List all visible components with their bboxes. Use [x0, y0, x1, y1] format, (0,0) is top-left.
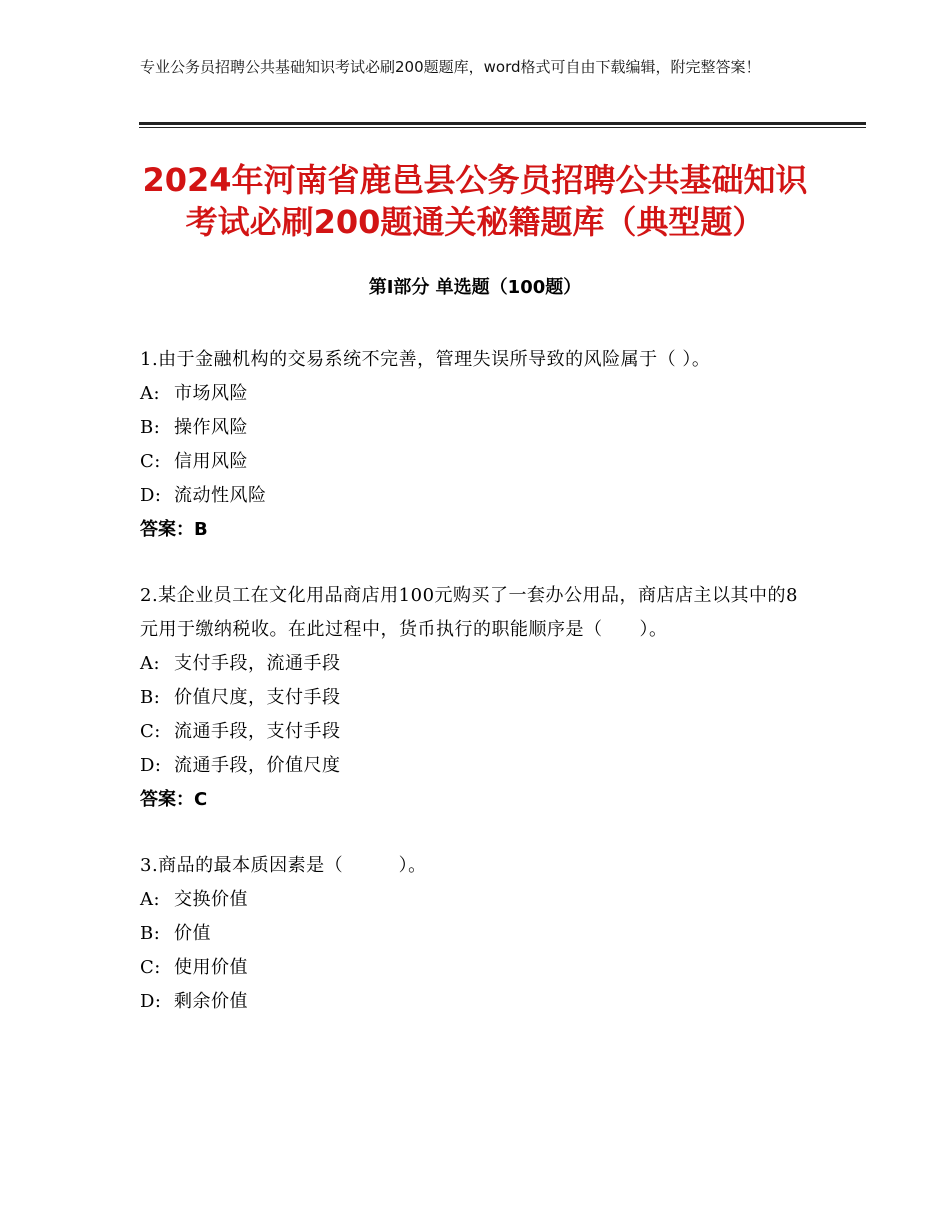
question-2: [140, 579, 800, 817]
option-text: 流通手段，支付手段: [174, 721, 341, 742]
option-letter: D:: [140, 485, 162, 506]
question-3: [140, 849, 800, 1019]
option-letter: D:: [140, 991, 162, 1012]
option-text: 操作风险: [174, 417, 248, 438]
option-text: 交换价值: [174, 889, 248, 910]
option-b: [140, 411, 800, 445]
option-text: 市场风险: [174, 383, 248, 404]
header-rule-thin: [139, 127, 866, 128]
option-letter: D:: [140, 755, 162, 776]
option-text: 支付手段，流通手段: [174, 653, 341, 674]
question-1: [140, 343, 800, 547]
option-d: [140, 749, 800, 783]
option-a: [140, 377, 800, 411]
option-c: [140, 951, 800, 985]
question-stem: 1.由于金融机构的交易系统不完善，管理失误所导致的风险属于（ ）。: [140, 349, 711, 370]
answer-line: 答案：C: [140, 789, 208, 810]
option-letter: C:: [140, 721, 161, 742]
option-text: 剩余价值: [174, 991, 248, 1012]
option-a: [140, 883, 800, 917]
answer-line: 答案：B: [140, 519, 208, 540]
option-text: 使用价值: [174, 957, 248, 978]
option-b: [140, 681, 800, 715]
option-d: [140, 479, 800, 513]
option-text: 流动性风险: [174, 485, 267, 506]
option-a: [140, 647, 800, 681]
option-text: 信用风险: [174, 451, 248, 472]
option-letter: C:: [140, 451, 161, 472]
question-stem: 3.商品的最本质因素是（ ）。: [140, 855, 427, 876]
option-letter: B:: [140, 923, 161, 944]
option-b: [140, 917, 800, 951]
option-letter: B:: [140, 687, 161, 708]
option-text: 流通手段，价值尺度: [174, 755, 341, 776]
option-letter: B:: [140, 417, 161, 438]
question-list: [140, 343, 800, 1019]
option-text: 价值尺度，支付手段: [174, 687, 341, 708]
header-note: 专业公务员招聘公共基础知识考试必刷200题题库，word格式可自由下载编辑，附完整答案！: [140, 58, 761, 76]
option-c: [140, 445, 800, 479]
question-stem: 2.某企业员工在文化用品商店用100元购买了一套办公用品，商店店主以其中的8元用于缴纳税收。在此过程中，货币执行的职能顺序是（ ）。: [140, 585, 798, 640]
option-letter: C:: [140, 957, 161, 978]
option-d: [140, 985, 800, 1019]
header-rule-thick: [139, 122, 866, 125]
option-letter: A:: [140, 653, 161, 674]
option-letter: A:: [140, 889, 161, 910]
option-c: [140, 715, 800, 749]
option-text: 价值: [174, 923, 211, 944]
option-letter: A:: [140, 383, 161, 404]
document-title: 2024年河南省鹿邑县公务员招聘公共基础知识考试必刷200题通关秘籍题库（典型题）: [142, 161, 808, 241]
section-title: 第Ⅰ部分 单选题（100题）: [368, 277, 582, 298]
